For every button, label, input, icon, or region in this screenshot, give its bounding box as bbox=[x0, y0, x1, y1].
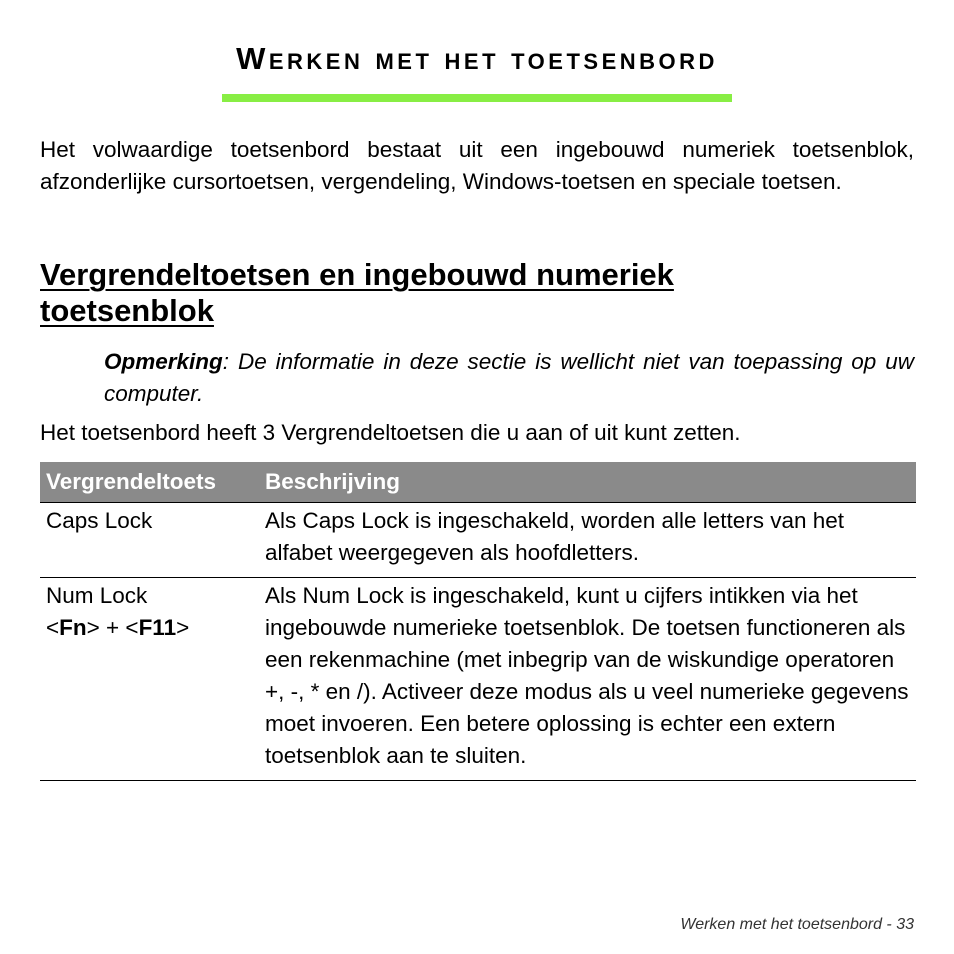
combo-key-f11: F11 bbox=[138, 615, 177, 640]
note-text: : De informatie in deze sectie is wellicht niet van toepassing op uw computer. bbox=[104, 349, 914, 406]
lead-paragraph: Het toetsenbord heeft 3 Vergrendeltoetsen die u aan of uit kunt zetten. bbox=[40, 420, 741, 445]
table-cell-key bbox=[40, 578, 259, 781]
table-header-description: Beschrijving bbox=[259, 462, 916, 503]
page-title: Werken met het toetsenbord bbox=[236, 41, 718, 76]
note-paragraph bbox=[104, 346, 914, 410]
key-name: Num Lock bbox=[46, 583, 148, 608]
table-row bbox=[40, 578, 916, 781]
section-heading bbox=[40, 257, 800, 329]
page-footer: Werken met het toetsenbord - 33 bbox=[680, 916, 914, 933]
table-row bbox=[40, 503, 916, 578]
combo-key-fn: Fn bbox=[59, 615, 87, 640]
table-cell-key: Caps Lock bbox=[40, 503, 259, 578]
table-cell-description: Als Caps Lock is ingeschakeld, worden alle letters van het alfabet weergegeven als hoofdletters. bbox=[259, 503, 916, 578]
combo-close: > bbox=[176, 615, 190, 640]
table-cell-description: Als Num Lock is ingeschakeld, kunt u cijfers intikken via het ingebouwde numerieke toetsenblok. De toetsen functioneren als een rekenmachine (met inbegrip van de wiskundige operatoren +, -, * en /). Activeer deze modus als u veel numerieke gegevens moet invoeren. Een betere oplossing is echter een extern toetsenblok aan te sluiten. bbox=[259, 578, 916, 781]
title-underline bbox=[222, 94, 732, 102]
intro-paragraph: Het volwaardige toetsenbord bestaat uit een ingebouwd numeriek toetsenblok, afzonderlijke cursortoetsen, vergendeling, Windows-toetsen en speciale toetsen. bbox=[40, 137, 914, 194]
note-label: Opmerking bbox=[104, 349, 223, 374]
combo-mid: > + < bbox=[86, 615, 139, 640]
table-header-key: Vergrendeltoets bbox=[40, 462, 259, 503]
section-heading-text: Vergrendeltoetsen en ingebouwd numeriek toetsenblok bbox=[40, 257, 674, 328]
table-header-row bbox=[40, 462, 916, 503]
combo-open: < bbox=[46, 615, 60, 640]
lock-keys-table bbox=[40, 462, 916, 781]
key-combo bbox=[46, 612, 253, 644]
